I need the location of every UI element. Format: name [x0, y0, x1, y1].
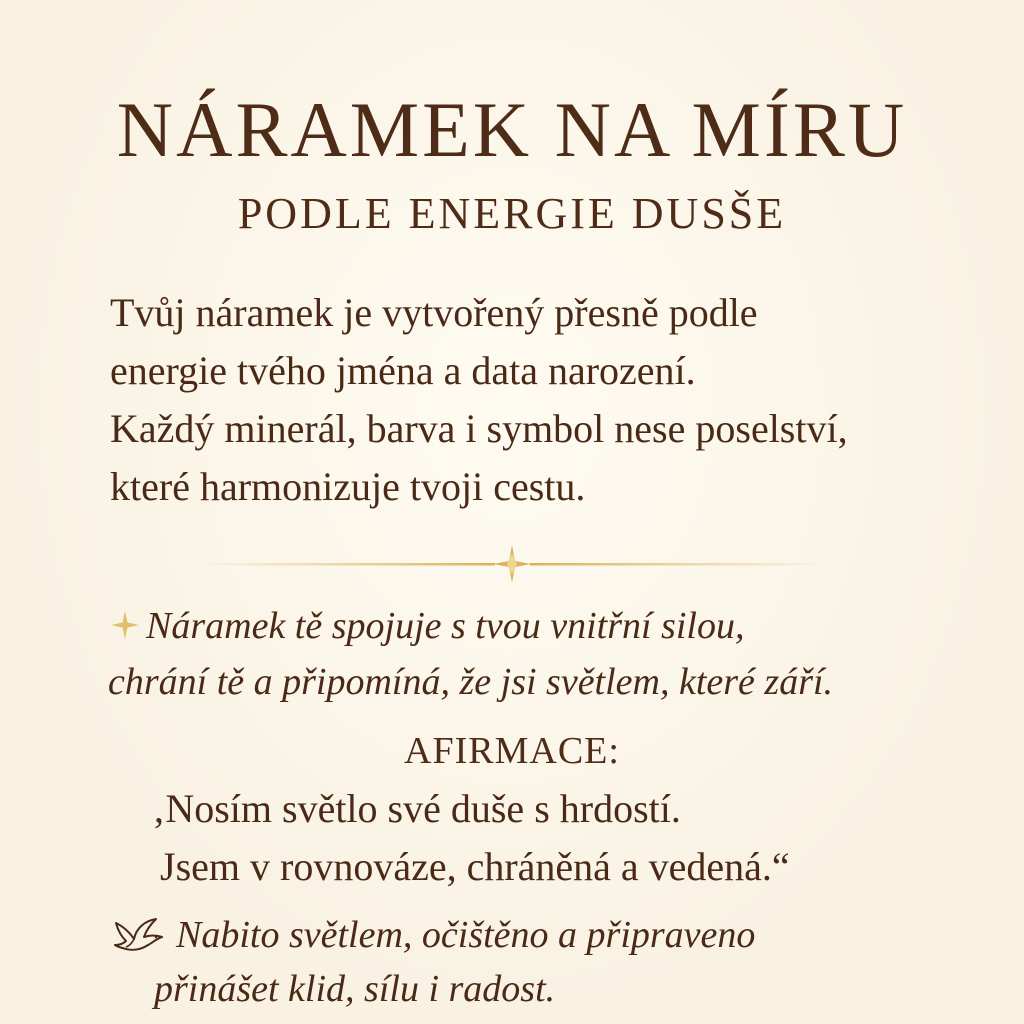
intro-line: energie tvého jména a data narození. — [110, 348, 696, 393]
footer-blessing — [112, 908, 992, 1016]
affirmation-heading: AFIRMACE: — [404, 730, 620, 772]
footer-line: Nabito světlem, očištěno a připraveno — [112, 908, 992, 962]
blessing-line: Náramek tě spojuje s tvou vnitřní silou, — [108, 598, 1008, 654]
intro-line: Tvůj náramek je vytvořený přesně podle — [110, 290, 758, 335]
affirmation-line: Jsem v rovnováze, chráněná a vedená.“ — [160, 844, 790, 889]
star-sparkle-icon — [195, 545, 830, 585]
intro-paragraph — [110, 284, 1000, 516]
gold-divider — [195, 545, 830, 585]
page-subtitle: PODLE ENERGIE DUSŠE — [237, 189, 787, 238]
page-title: NÁRAMEK NA MÍRU — [116, 86, 908, 173]
intro-line: Každý minerál, barva i symbol nese poselství, — [110, 406, 848, 451]
sparkle-icon — [110, 610, 140, 640]
affirmation-line: ‚Nosím světlo své duše s hrdostí. — [152, 786, 681, 831]
affirmation-quote — [152, 780, 972, 896]
dove-icon — [112, 915, 166, 955]
footer-line: přinášet klid, sílu i radost. — [154, 968, 556, 1010]
blessing-text — [108, 598, 1008, 710]
intro-line: které harmonizuje tvoji cestu. — [110, 464, 586, 509]
blessing-line: chrání tě a připomíná, že jsi světlem, které září. — [108, 661, 834, 703]
